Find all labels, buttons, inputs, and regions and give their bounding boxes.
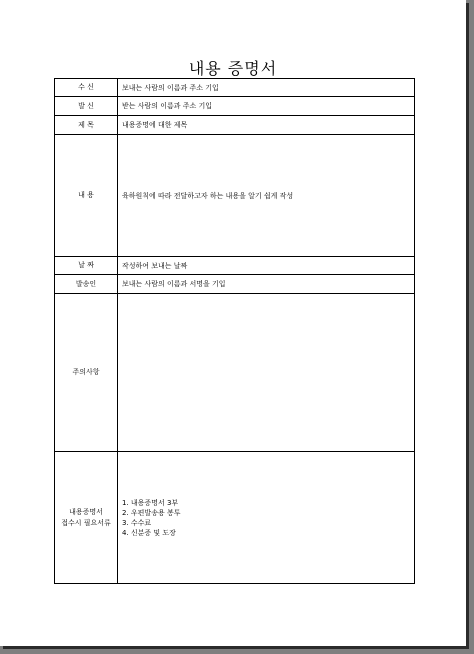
required-document-item: 1. 내용증명서 3부 (122, 498, 179, 507)
required-document-item: 2. 우편발송용 봉투 (122, 508, 181, 517)
recipient-value: 보내는 사람의 이름과 주소 기입 (118, 79, 415, 97)
date-label: 날 짜 (55, 257, 118, 275)
document-title: 내용 증명서 (188, 59, 278, 78)
content-value: 육하원칙에 따라 전달하고자 하는 내용을 알기 쉽게 작성 (118, 135, 415, 257)
notes-value (118, 294, 415, 452)
dispatcher-value: 보내는 사람의 이름과 서명을 기입 (118, 275, 415, 294)
proof-of-content-form (54, 78, 415, 584)
form-row-date (55, 257, 415, 275)
dispatcher-label: 발송인 (55, 275, 118, 294)
date-value: 작성하여 보내는 날짜 (118, 257, 415, 275)
sender-label: 발 신 (55, 97, 118, 116)
sender-value: 받는 사람의 이름과 주소 기입 (118, 97, 415, 116)
notes-label: 주의사항 (55, 294, 118, 452)
content-label: 내 용 (55, 135, 118, 257)
form-row-dispatcher (55, 275, 415, 294)
form-row-recipient (55, 79, 415, 97)
form-row-content (55, 135, 415, 257)
form-row-subject (55, 116, 415, 135)
subject-value: 내용증명에 대한 제목 (118, 116, 415, 135)
subject-label: 제 목 (55, 116, 118, 135)
form-row-required-documents (55, 452, 415, 584)
required-document-item: 4. 신분증 및 도장 (122, 528, 176, 537)
required-documents-list (118, 452, 415, 584)
required-documents-label: 내용증명서 접수시 필요서류 (55, 452, 118, 584)
required-document-item: 3. 수수료 (122, 518, 152, 527)
form-row-sender (55, 97, 415, 116)
form-row-notes (55, 294, 415, 452)
recipient-label: 수 신 (55, 79, 118, 97)
